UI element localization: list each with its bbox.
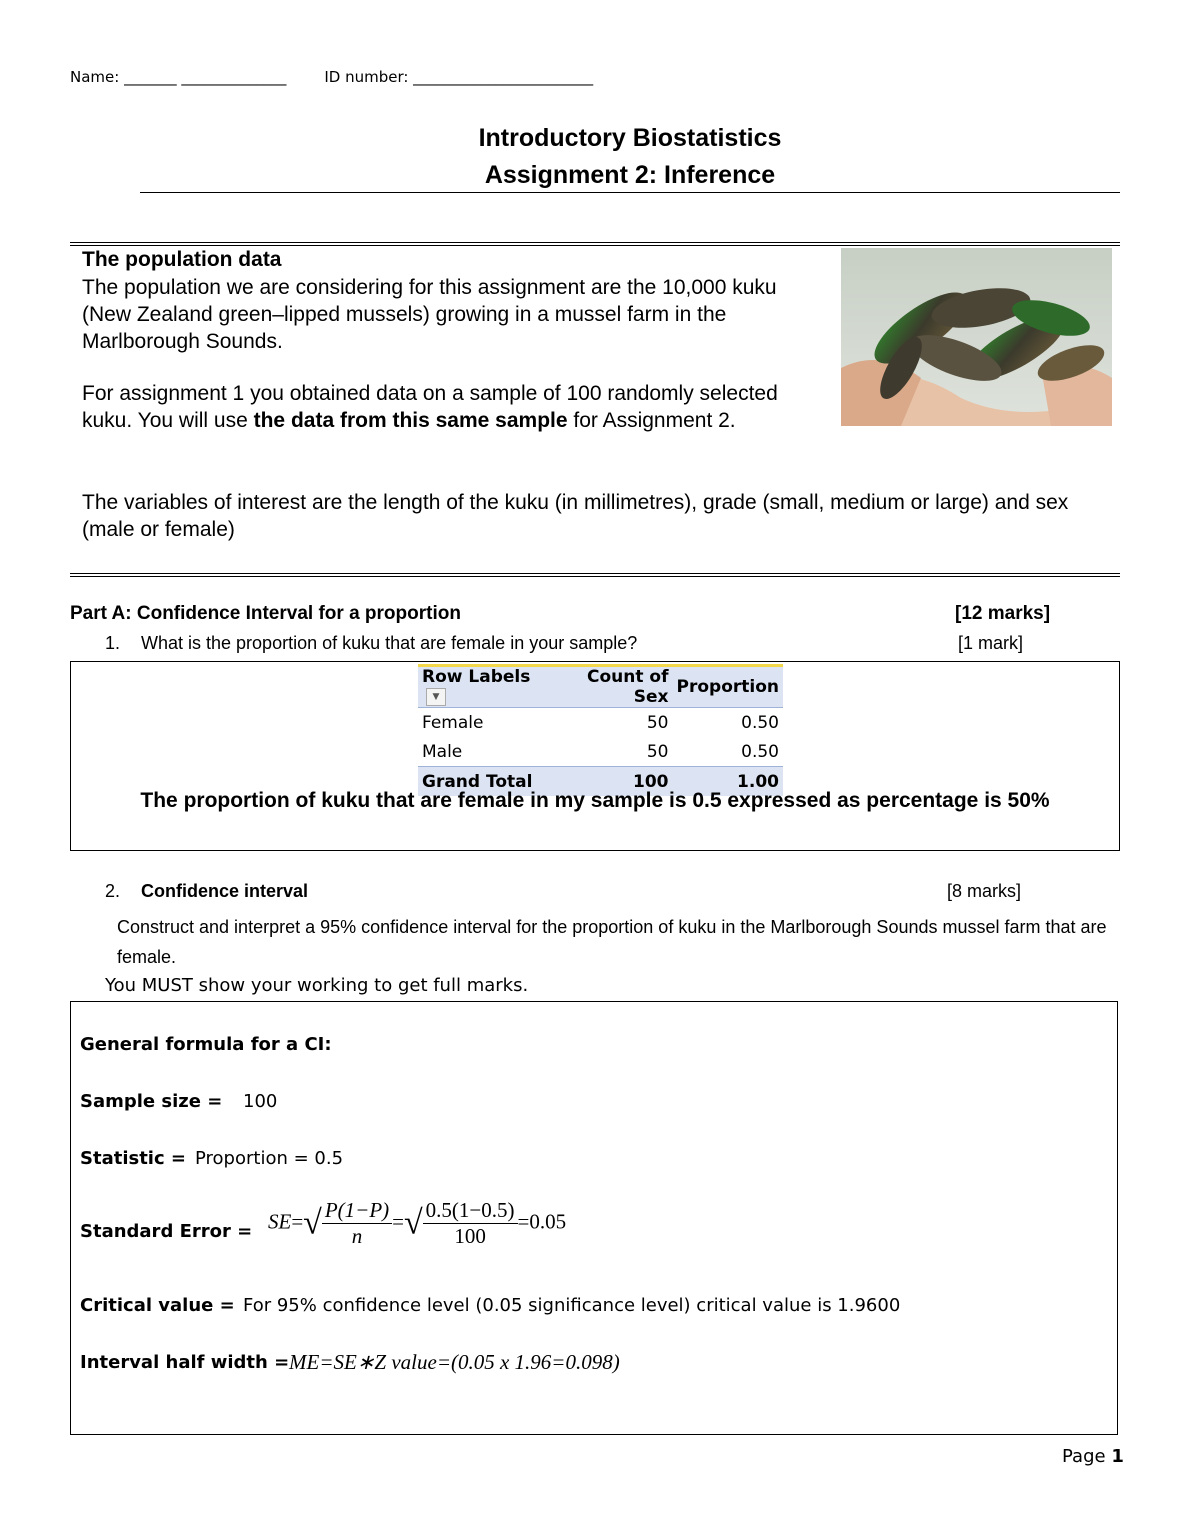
pivot-row-proportion: 0.50 xyxy=(741,741,779,762)
working-instruction: You MUST show your working to get full marks. xyxy=(105,975,529,996)
pivot-header-row-labels[interactable]: Row Labels▼ xyxy=(418,666,550,708)
pivot-row-count: 50 xyxy=(646,712,669,733)
se-symbol: SE xyxy=(268,1209,292,1234)
part-a-marks: [12 marks] xyxy=(955,603,1051,624)
population-section-top-rule xyxy=(70,242,1120,246)
se-numerator-1: P(1−P) xyxy=(322,1198,392,1224)
title-divider xyxy=(140,192,1120,193)
question-2-title: Confidence interval xyxy=(141,881,309,901)
se-fraction-2 xyxy=(423,1198,518,1249)
name-field-label: Name: _______ ______________ xyxy=(70,68,287,86)
statistic-value: Proportion = 0.5 xyxy=(195,1148,344,1169)
statistic-label: Statistic = xyxy=(80,1148,186,1169)
mussel-photo xyxy=(841,248,1112,426)
pivot-row-count: 50 xyxy=(646,741,669,762)
pivot-row-proportion: 0.50 xyxy=(741,712,779,733)
page-title xyxy=(140,120,1120,194)
answer-1-text: The proportion of kuku that are female in my sample is 0.5 expressed as percentage is 50% xyxy=(140,789,1050,812)
page-number xyxy=(1062,1446,1124,1467)
standard-error-label: Standard Error = xyxy=(80,1221,253,1242)
population-section-bottom-rule xyxy=(70,573,1120,577)
question-1-marks: [1 mark] xyxy=(958,633,1024,653)
pivot-total-proportion: 1.00 xyxy=(672,767,783,797)
p2-text-b: for Assignment 2. xyxy=(567,409,736,432)
sample-size-label: Sample size = xyxy=(80,1091,223,1112)
se-fraction-1 xyxy=(322,1198,392,1249)
question-1-number: 1. xyxy=(105,633,121,653)
pivot-total-label: Grand Total xyxy=(418,767,550,797)
question-1-text: What is the proportion of kuku that are female in your sample? xyxy=(141,633,638,653)
pivot-header-count: Count of Sex xyxy=(550,666,672,708)
se-result: 0.05 xyxy=(529,1209,567,1234)
se-numerator-2: 0.5(1−0.5) xyxy=(423,1198,518,1224)
half-width-label: Interval half width = xyxy=(80,1352,290,1373)
population-paragraph-3: The variables of interest are the length of the kuku (in millimetres), grade (small, medium or large) and sex (male or female) xyxy=(82,491,1069,541)
pivot-header-proportion: Proportion xyxy=(672,666,783,708)
table-row xyxy=(418,708,783,738)
population-heading: The population data xyxy=(82,248,282,271)
question-2-number: 2. xyxy=(105,881,121,901)
population-paragraph-2 xyxy=(82,380,827,434)
pivot-row-label: Female xyxy=(422,712,484,733)
pivot-total-count: 100 xyxy=(550,767,672,797)
header-fields xyxy=(70,68,593,86)
p2-text-a: For assignment 1 you obtained data on a sample of 100 randomly selected kuku. You will use xyxy=(82,382,778,432)
question-2-marks: [8 marks] xyxy=(947,881,1022,901)
filter-dropdown-icon[interactable]: ▼ xyxy=(426,688,446,706)
pivot-table xyxy=(418,664,783,796)
critical-value-label: Critical value = xyxy=(80,1295,235,1316)
assignment-title: Assignment 2: Inference xyxy=(484,161,776,189)
pivot-row-label: Male xyxy=(422,741,463,762)
critical-value-text: For 95% confidence level (0.05 significance level) critical value is 1.9600 xyxy=(243,1295,901,1316)
id-number-field-label: ID number: ________________________ xyxy=(324,68,594,86)
page-num: 1 xyxy=(1111,1446,1124,1467)
half-width-formula: ME=SE∗Z value=(0.05 x 1.96=0.098) xyxy=(289,1350,620,1374)
population-paragraph-1: The population we are considering for this assignment are the 10,000 kuku (New Zealand green–lipped mussels) growing in a mussel farm in the Marlborough Sounds. xyxy=(82,276,777,353)
table-row xyxy=(418,737,783,767)
course-title: Introductory Biostatistics xyxy=(478,124,782,152)
se-denominator-1: n xyxy=(351,1224,363,1248)
standard-error-formula: SE=√ $\frac{P(1-P)}{n}$ =√ $\frac{0.5(1-0.5)}{100}$ =0.05 xyxy=(268,1198,567,1248)
part-a-title: Part A: Confidence Interval for a proportion xyxy=(70,603,461,624)
pivot-header-row xyxy=(418,666,783,708)
ci-formula-label: General formula for a CI: xyxy=(80,1034,332,1055)
sample-size-value: 100 xyxy=(243,1091,278,1112)
p2-bold-text: the data from this same sample xyxy=(253,409,568,432)
question-2-instructions: Construct and interpret a 95% confidence interval for the proportion of kuku in the Marlborough Sounds mussel farm that are female. xyxy=(117,917,1107,967)
se-denominator-2: 100 xyxy=(454,1224,486,1248)
page-label: Page xyxy=(1062,1446,1106,1467)
